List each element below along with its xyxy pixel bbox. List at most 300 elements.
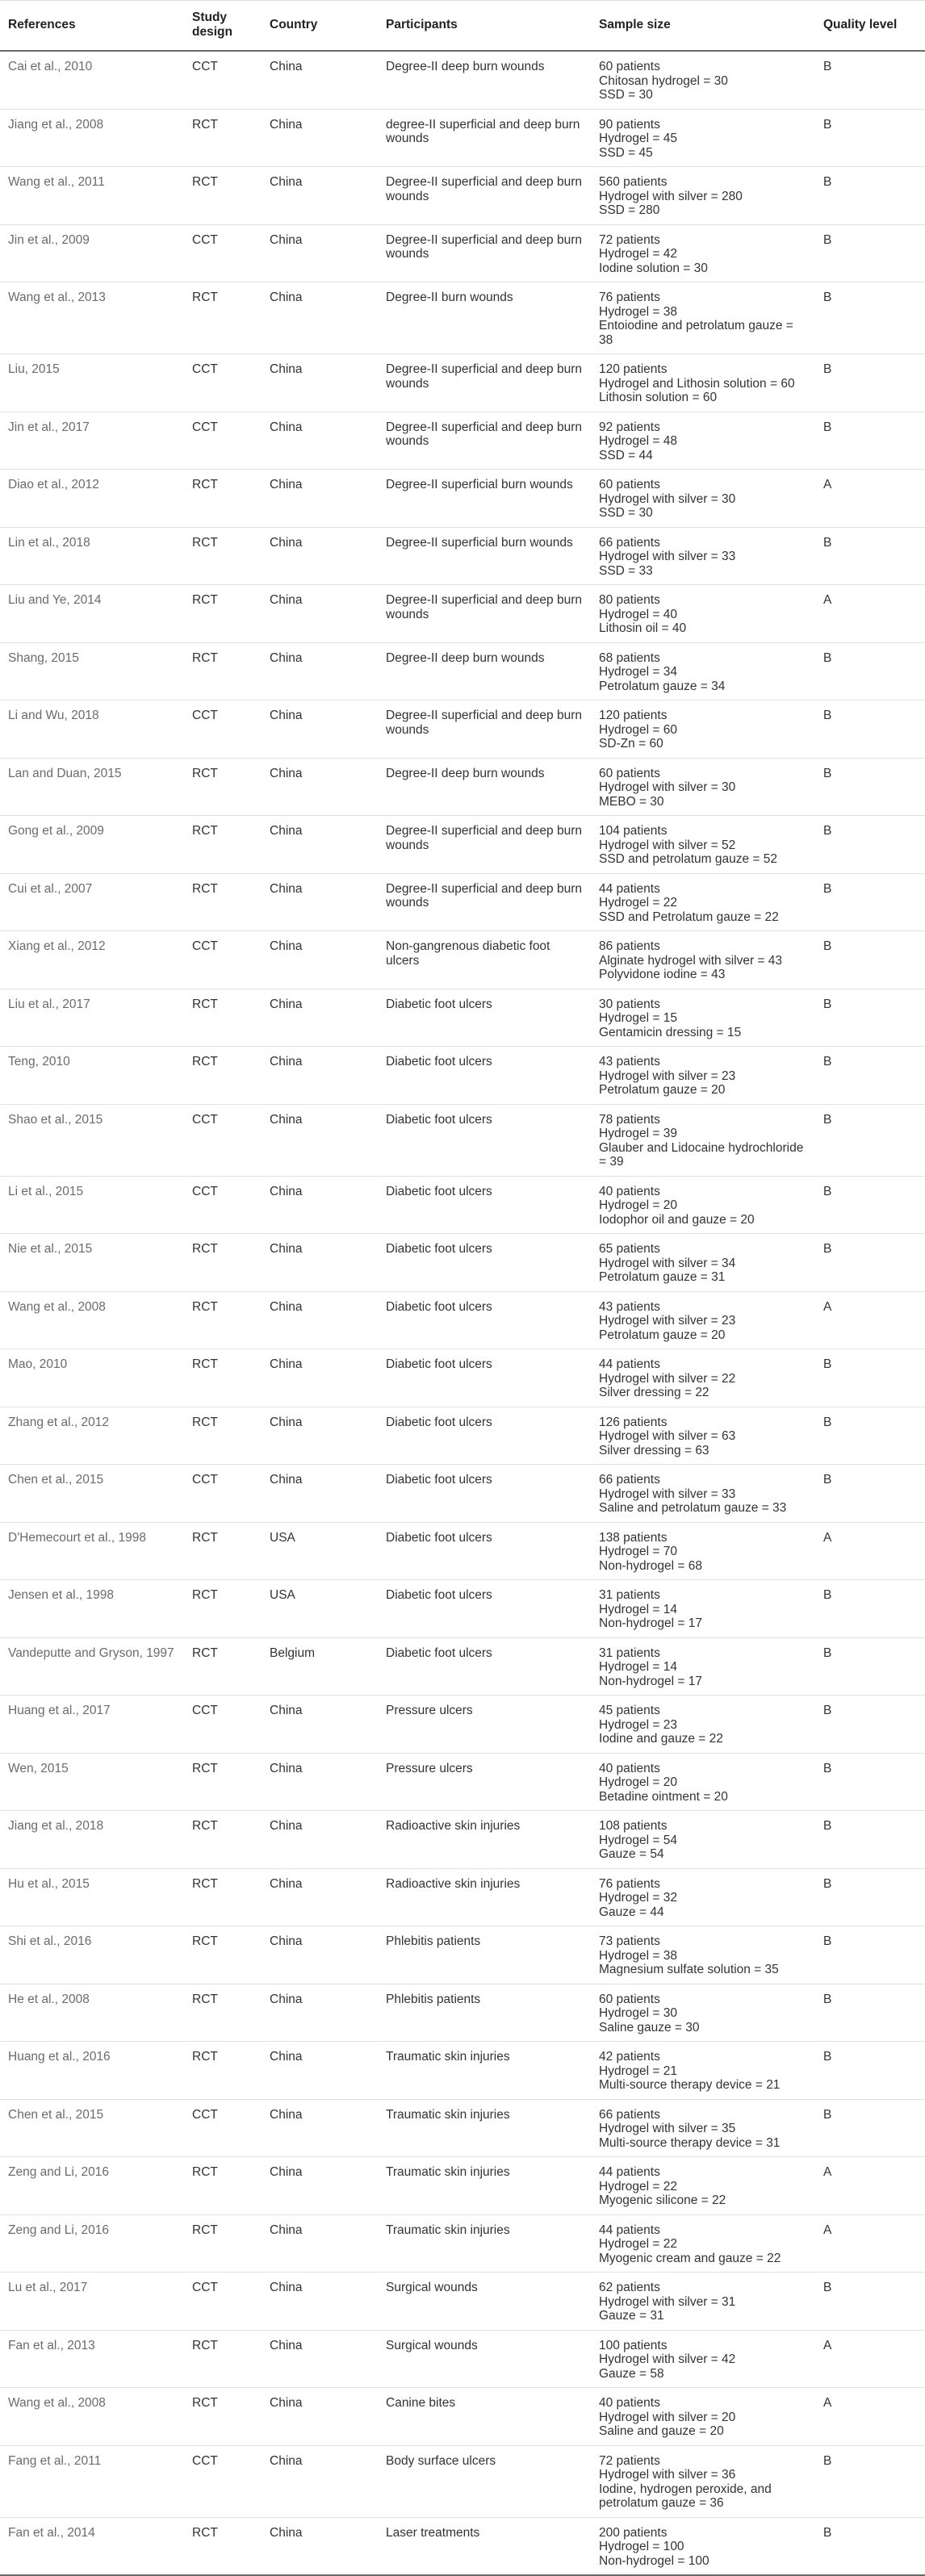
cell-study-design: CCT: [184, 700, 262, 759]
sample-size-line: 60 patients: [599, 766, 660, 780]
cell-participants: Degree-II deep burn wounds: [378, 51, 591, 109]
cell-participants: Degree-II deep burn wounds: [378, 642, 591, 700]
table-row: [0, 1926, 925, 1984]
sample-size-line: 200 patients: [599, 2525, 668, 2540]
cell-sample-size: [591, 2517, 815, 2575]
cell-participants: Pressure ulcers: [378, 1753, 591, 1811]
sample-size-line: 45 patients: [599, 1704, 660, 1717]
cell-country: China: [262, 2273, 378, 2331]
cell-study-design: RCT: [184, 1349, 262, 1407]
table-header: [0, 1, 925, 52]
table-row: [0, 642, 925, 700]
sample-size-line: Hydrogel = 34: [599, 665, 677, 679]
cell-sample-size: [591, 1984, 815, 2042]
cell-quality-level: B: [815, 1349, 925, 1407]
cell-participants: degree-II superficial and deep burn wounds: [378, 109, 591, 167]
sample-size-line: Hydrogel with silver = 35: [599, 2122, 736, 2135]
cell-participants: Pressure ulcers: [378, 1696, 591, 1754]
cell-study-design: RCT: [184, 527, 262, 585]
sample-size-line: Hydrogel = 22: [599, 2179, 677, 2193]
cell-sample-size: [591, 700, 815, 759]
cell-reference: Wang et al., 2008: [0, 1291, 184, 1349]
cell-country: China: [262, 167, 378, 225]
cell-reference: Jiang et al., 2018: [0, 1811, 184, 1869]
table-row: [0, 167, 925, 225]
cell-study-design: RCT: [184, 873, 262, 931]
sample-size-line: Hydrogel = 39: [599, 1127, 677, 1140]
sample-size-line: Hydrogel with silver = 36: [599, 2468, 736, 2482]
table-row: [0, 873, 925, 931]
cell-country: China: [262, 2099, 378, 2157]
table-row: [0, 2214, 925, 2273]
cell-sample-size: [591, 167, 815, 225]
cell-study-design: CCT: [184, 2273, 262, 2331]
cell-country: China: [262, 1234, 378, 1292]
cell-country: China: [262, 585, 378, 643]
cell-study-design: CCT: [184, 354, 262, 412]
cell-reference: Lin et al., 2018: [0, 527, 184, 585]
cell-country: China: [262, 1926, 378, 1984]
cell-quality-level: B: [815, 224, 925, 282]
table-row: [0, 2273, 925, 2331]
cell-quality-level: B: [815, 1234, 925, 1292]
sample-size-line: Hydrogel with silver = 23: [599, 1068, 736, 1083]
cell-sample-size: [591, 527, 815, 585]
cell-study-design: RCT: [184, 2388, 262, 2446]
sample-size-line: 44 patients: [599, 881, 660, 896]
cell-country: China: [262, 700, 378, 759]
cell-study-design: RCT: [184, 642, 262, 700]
table-row: [0, 1984, 925, 2042]
cell-reference: Nie et al., 2015: [0, 1234, 184, 1292]
sample-size-line: Hydrogel = 21: [599, 2064, 677, 2078]
cell-country: China: [262, 354, 378, 412]
cell-reference: Shao et al., 2015: [0, 1104, 184, 1176]
sample-size-line: 43 patients: [599, 1299, 660, 1314]
sample-size-line: Non-hydrogel = 17: [599, 1616, 702, 1630]
sample-size-line: Gentamicin dressing = 15: [599, 1025, 742, 1039]
cell-quality-level: B: [815, 527, 925, 585]
sample-size-line: Saline and gauze = 20: [599, 2424, 724, 2438]
cell-participants: Degree-II superficial and deep burn wounds: [378, 873, 591, 931]
cell-reference: Gong et al., 2009: [0, 816, 184, 874]
cell-reference: Chen et al., 2015: [0, 1465, 184, 1523]
sample-size-line: Hydrogel with silver = 33: [599, 1487, 736, 1501]
cell-study-design: RCT: [184, 1291, 262, 1349]
table-row: [0, 2517, 925, 2575]
cell-country: China: [262, 2214, 378, 2273]
cell-participants: Diabetic foot ulcers: [378, 1465, 591, 1523]
cell-study-design: CCT: [184, 1104, 262, 1176]
sample-size-line: 40 patients: [599, 1184, 660, 1198]
sample-size-line: 86 patients: [599, 939, 660, 953]
cell-participants: Surgical wounds: [378, 2330, 591, 2388]
cell-study-design: RCT: [184, 585, 262, 643]
cell-study-design: CCT: [184, 51, 262, 109]
cell-study-design: RCT: [184, 2214, 262, 2273]
cell-reference: Fan et al., 2013: [0, 2330, 184, 2388]
cell-sample-size: [591, 2388, 815, 2446]
sample-size-line: 68 patients: [599, 650, 660, 665]
cell-study-design: RCT: [184, 1811, 262, 1869]
cell-country: China: [262, 2042, 378, 2100]
cell-reference: Zhang et al., 2012: [0, 1407, 184, 1465]
table-row: [0, 758, 925, 816]
table-row: [0, 527, 925, 585]
cell-country: China: [262, 1753, 378, 1811]
cell-quality-level: B: [815, 2445, 925, 2517]
header-quality-level: Quality level: [815, 1, 925, 52]
cell-reference: Zeng and Li, 2016: [0, 2157, 184, 2215]
sample-size-line: 104 patients: [599, 824, 668, 838]
cell-reference: Zeng and Li, 2016: [0, 2214, 184, 2273]
cell-sample-size: [591, 109, 815, 167]
table-row: [0, 2157, 925, 2215]
sample-size-line: 40 patients: [599, 1761, 660, 1775]
sample-size-line: Hydrogel with silver = 52: [599, 838, 736, 852]
cell-sample-size: [591, 642, 815, 700]
table-row: [0, 2099, 925, 2157]
cell-study-design: RCT: [184, 470, 262, 528]
table-row: [0, 1753, 925, 1811]
cell-study-design: CCT: [184, 2099, 262, 2157]
sample-size-line: 76 patients: [599, 291, 660, 304]
sample-size-line: 30 patients: [599, 997, 660, 1011]
header-references: References: [0, 1, 184, 52]
cell-participants: Diabetic foot ulcers: [378, 989, 591, 1047]
table-row: [0, 1047, 925, 1105]
cell-study-design: RCT: [184, 758, 262, 816]
sample-size-line: Hydrogel = 48: [599, 434, 677, 448]
cell-sample-size: [591, 1868, 815, 1926]
sample-size-line: Iodophor oil and gauze = 20: [599, 1212, 755, 1227]
cell-participants: Diabetic foot ulcers: [378, 1291, 591, 1349]
cell-quality-level: B: [815, 1407, 925, 1465]
sample-size-line: Hydrogel = 70: [599, 1545, 677, 1558]
cell-participants: Diabetic foot ulcers: [378, 1637, 591, 1696]
cell-reference: Liu and Ye, 2014: [0, 585, 184, 643]
cell-country: China: [262, 1047, 378, 1105]
sample-size-line: Hydrogel = 45: [599, 132, 677, 145]
cell-sample-size: [591, 1407, 815, 1465]
cell-quality-level: B: [815, 1465, 925, 1523]
sample-size-line: Hydrogel = 20: [599, 1775, 677, 1789]
sample-size-line: 31 patients: [599, 1646, 660, 1660]
cell-participants: Degree-II superficial and deep burn wounds: [378, 412, 591, 470]
cell-sample-size: [591, 2099, 815, 2157]
sample-size-line: Gauze = 31: [599, 2309, 664, 2323]
cell-quality-level: B: [815, 1104, 925, 1176]
cell-participants: Diabetic foot ulcers: [378, 1234, 591, 1292]
sample-size-line: 80 patients: [599, 593, 660, 607]
cell-reference: Li et al., 2015: [0, 1176, 184, 1234]
sample-size-line: Hydrogel = 30: [599, 2006, 677, 2020]
sample-size-line: 108 patients: [599, 1819, 668, 1833]
cell-participants: Radioactive skin injuries: [378, 1868, 591, 1926]
cell-quality-level: A: [815, 2330, 925, 2388]
cell-participants: Degree-II superficial and deep burn wounds: [378, 224, 591, 282]
cell-participants: Non-gangrenous diabetic foot ulcers: [378, 931, 591, 989]
sample-size-line: Petrolatum gauze = 34: [599, 679, 726, 693]
cell-reference: Lu et al., 2017: [0, 2273, 184, 2331]
sample-size-line: Hydrogel = 38: [599, 304, 677, 319]
cell-participants: Diabetic foot ulcers: [378, 1176, 591, 1234]
sample-size-line: SSD = 33: [599, 563, 653, 578]
cell-study-design: RCT: [184, 1753, 262, 1811]
sample-size-line: Betadine ointment = 20: [599, 1789, 728, 1804]
cell-quality-level: B: [815, 2273, 925, 2331]
cell-sample-size: [591, 1753, 815, 1811]
sample-size-line: Gauze = 44: [599, 1905, 664, 1919]
sample-size-line: Multi-source therapy device = 31: [599, 2135, 781, 2150]
cell-reference: Jin et al., 2017: [0, 412, 184, 470]
sample-size-line: SSD = 45: [599, 145, 653, 160]
cell-participants: Diabetic foot ulcers: [378, 1104, 591, 1176]
cell-quality-level: B: [815, 412, 925, 470]
cell-study-design: RCT: [184, 1047, 262, 1105]
cell-study-design: RCT: [184, 2330, 262, 2388]
sample-size-line: Hydrogel = 42: [599, 247, 677, 261]
sample-size-line: Hydrogel with silver = 34: [599, 1256, 736, 1270]
cell-quality-level: B: [815, 758, 925, 816]
cell-country: China: [262, 1349, 378, 1407]
sample-size-line: Hydrogel = 100: [599, 2540, 684, 2553]
sample-size-line: Hydrogel = 15: [599, 1011, 677, 1025]
cell-sample-size: [591, 2445, 815, 2517]
cell-participants: Surgical wounds: [378, 2273, 591, 2331]
cell-study-design: RCT: [184, 282, 262, 354]
cell-quality-level: B: [815, 1176, 925, 1234]
cell-reference: Lan and Duan, 2015: [0, 758, 184, 816]
sample-size-line: 72 patients: [599, 2453, 660, 2468]
sample-size-line: Hydrogel with silver = 30: [599, 491, 736, 506]
cell-country: China: [262, 527, 378, 585]
sample-size-line: 73 patients: [599, 1934, 660, 1948]
cell-country: China: [262, 758, 378, 816]
sample-size-line: Petrolatum gauze = 20: [599, 1083, 726, 1097]
cell-country: China: [262, 1104, 378, 1176]
cell-country: China: [262, 2388, 378, 2446]
table-row: [0, 109, 925, 167]
sample-size-line: Hydrogel = 54: [599, 1833, 677, 1847]
sample-size-line: Non-hydrogel = 17: [599, 1674, 702, 1688]
cell-study-design: CCT: [184, 224, 262, 282]
table-row: [0, 1291, 925, 1349]
cell-participants: Degree-II superficial and deep burn wounds: [378, 700, 591, 759]
sample-size-line: Hydrogel = 40: [599, 607, 677, 621]
cell-sample-size: [591, 412, 815, 470]
cell-reference: Cui et al., 2007: [0, 873, 184, 931]
sample-size-line: 126 patients: [599, 1415, 668, 1429]
cell-sample-size: [591, 1291, 815, 1349]
cell-sample-size: [591, 585, 815, 643]
cell-country: China: [262, 109, 378, 167]
cell-country: Belgium: [262, 1637, 378, 1696]
cell-study-design: RCT: [184, 1234, 262, 1292]
cell-country: China: [262, 51, 378, 109]
table-row: [0, 470, 925, 528]
cell-quality-level: B: [815, 1580, 925, 1638]
table-row: [0, 2388, 925, 2446]
table-row: [0, 1522, 925, 1580]
cell-sample-size: [591, 873, 815, 931]
sample-size-line: 66 patients: [599, 1473, 660, 1487]
sample-size-line: Hydrogel with silver = 23: [599, 1314, 736, 1328]
cell-participants: Radioactive skin injuries: [378, 1811, 591, 1869]
cell-study-design: RCT: [184, 1580, 262, 1638]
cell-sample-size: [591, 1637, 815, 1696]
sample-size-line: Non-hydrogel = 100: [599, 2553, 709, 2568]
table-row: [0, 1868, 925, 1926]
cell-sample-size: [591, 989, 815, 1047]
cell-country: China: [262, 412, 378, 470]
sample-size-line: 560 patients: [599, 175, 668, 189]
cell-participants: Degree-II burn wounds: [378, 282, 591, 354]
sample-size-line: SSD = 30: [599, 88, 653, 102]
sample-size-line: Alginate hydrogel with silver = 43: [599, 953, 783, 968]
cell-study-design: RCT: [184, 2042, 262, 2100]
table-row: [0, 1580, 925, 1638]
sample-size-line: 72 patients: [599, 232, 660, 247]
table-row: [0, 1637, 925, 1696]
table-row: [0, 1811, 925, 1869]
cell-reference: Shang, 2015: [0, 642, 184, 700]
cell-study-design: RCT: [184, 1984, 262, 2042]
table-row: [0, 931, 925, 989]
cell-country: China: [262, 224, 378, 282]
cell-quality-level: B: [815, 1868, 925, 1926]
cell-study-design: CCT: [184, 1465, 262, 1523]
cell-study-design: CCT: [184, 1696, 262, 1754]
cell-study-design: CCT: [184, 2445, 262, 2517]
table-body: [0, 51, 925, 2575]
sample-size-line: Myogenic silicone = 22: [599, 2193, 726, 2207]
cell-participants: Degree-II superficial and deep burn wounds: [378, 167, 591, 225]
header-participants: Participants: [378, 1, 591, 52]
cell-quality-level: B: [815, 1753, 925, 1811]
sample-size-line: Hydrogel = 14: [599, 1602, 677, 1616]
cell-reference: Fang et al., 2011: [0, 2445, 184, 2517]
cell-reference: Wang et al., 2011: [0, 167, 184, 225]
cell-sample-size: [591, 2214, 815, 2273]
cell-country: China: [262, 470, 378, 528]
sample-size-line: 62 patients: [599, 2281, 660, 2294]
sample-size-line: 44 patients: [599, 2165, 660, 2179]
table-row: [0, 2445, 925, 2517]
cell-participants: Diabetic foot ulcers: [378, 1407, 591, 1465]
sample-size-line: SSD = 44: [599, 448, 653, 462]
sample-size-line: SSD and petrolatum gauze = 52: [599, 852, 778, 866]
sample-size-line: 60 patients: [599, 478, 660, 491]
cell-study-design: CCT: [184, 1176, 262, 1234]
cell-participants: Traumatic skin injuries: [378, 2042, 591, 2100]
cell-quality-level: B: [815, 354, 925, 412]
table-row: [0, 412, 925, 470]
sample-size-line: Saline gauze = 30: [599, 2020, 700, 2034]
cell-study-design: CCT: [184, 931, 262, 989]
sample-size-line: Lithosin oil = 40: [599, 621, 687, 635]
cell-quality-level: A: [815, 1291, 925, 1349]
sample-size-line: 66 patients: [599, 2107, 660, 2122]
cell-quality-level: B: [815, 2099, 925, 2157]
cell-study-design: CCT: [184, 412, 262, 470]
sample-size-line: SSD and Petrolatum gauze = 22: [599, 910, 779, 924]
cell-sample-size: [591, 1580, 815, 1638]
sample-size-line: Hydrogel and Lithosin solution = 60: [599, 376, 795, 391]
table-row: [0, 1104, 925, 1176]
cell-participants: Degree-II superficial and deep burn wounds: [378, 585, 591, 643]
sample-size-line: Hydrogel = 38: [599, 1948, 677, 1963]
cell-quality-level: B: [815, 1047, 925, 1105]
table-row: [0, 1176, 925, 1234]
cell-quality-level: A: [815, 2214, 925, 2273]
sample-size-line: Silver dressing = 22: [599, 1386, 709, 1399]
cell-quality-level: A: [815, 2388, 925, 2446]
cell-reference: He et al., 2008: [0, 1984, 184, 2042]
sample-size-line: Gauze = 54: [599, 1847, 664, 1861]
sample-size-line: 40 patients: [599, 2396, 660, 2410]
sample-size-line: 76 patients: [599, 1876, 660, 1891]
cell-sample-size: [591, 1104, 815, 1176]
cell-country: China: [262, 2330, 378, 2388]
cell-study-design: RCT: [184, 2517, 262, 2575]
cell-country: China: [262, 1984, 378, 2042]
cell-reference: Jiang et al., 2008: [0, 109, 184, 167]
cell-quality-level: B: [815, 1926, 925, 1984]
sample-size-line: Silver dressing = 63: [599, 1443, 709, 1457]
cell-participants: Diabetic foot ulcers: [378, 1580, 591, 1638]
cell-country: China: [262, 1465, 378, 1523]
cell-study-design: RCT: [184, 1868, 262, 1926]
table-row: [0, 989, 925, 1047]
sample-size-line: Polyvidone iodine = 43: [599, 968, 726, 981]
cell-sample-size: [591, 51, 815, 109]
cell-sample-size: [591, 1349, 815, 1407]
table-row: [0, 1349, 925, 1407]
cell-reference: Jensen et al., 1998: [0, 1580, 184, 1638]
sample-size-line: MEBO = 30: [599, 794, 664, 809]
table-row: [0, 354, 925, 412]
cell-participants: Traumatic skin injuries: [378, 2099, 591, 2157]
cell-participants: Degree-II superficial and deep burn wounds: [378, 354, 591, 412]
sample-size-line: 92 patients: [599, 420, 660, 434]
sample-size-line: Hydrogel = 14: [599, 1660, 677, 1674]
sample-size-line: SSD = 30: [599, 506, 653, 520]
header-study-design: Study design: [184, 1, 262, 52]
sample-size-line: Hydrogel with silver = 63: [599, 1429, 736, 1443]
table-row: [0, 282, 925, 354]
cell-country: China: [262, 873, 378, 931]
sample-size-line: Hydrogel with silver = 33: [599, 550, 736, 563]
sample-size-line: Hydrogel = 32: [599, 1891, 677, 1905]
cell-reference: Li and Wu, 2018: [0, 700, 184, 759]
cell-participants: Traumatic skin injuries: [378, 2157, 591, 2215]
cell-reference: Xiang et al., 2012: [0, 931, 184, 989]
cell-reference: D'Hemecourt et al., 1998: [0, 1522, 184, 1580]
cell-country: USA: [262, 1580, 378, 1638]
sample-size-line: Hydrogel = 20: [599, 1198, 677, 1212]
sample-size-line: 90 patients: [599, 117, 660, 132]
cell-sample-size: [591, 1522, 815, 1580]
cell-reference: Mao, 2010: [0, 1349, 184, 1407]
cell-reference: Huang et al., 2016: [0, 2042, 184, 2100]
table-row: [0, 1407, 925, 1465]
cell-quality-level: B: [815, 109, 925, 167]
cell-quality-level: B: [815, 1984, 925, 2042]
cell-participants: Degree-II superficial and deep burn wounds: [378, 816, 591, 874]
cell-reference: Wang et al., 2013: [0, 282, 184, 354]
sample-size-line: Hydrogel = 23: [599, 1717, 677, 1732]
